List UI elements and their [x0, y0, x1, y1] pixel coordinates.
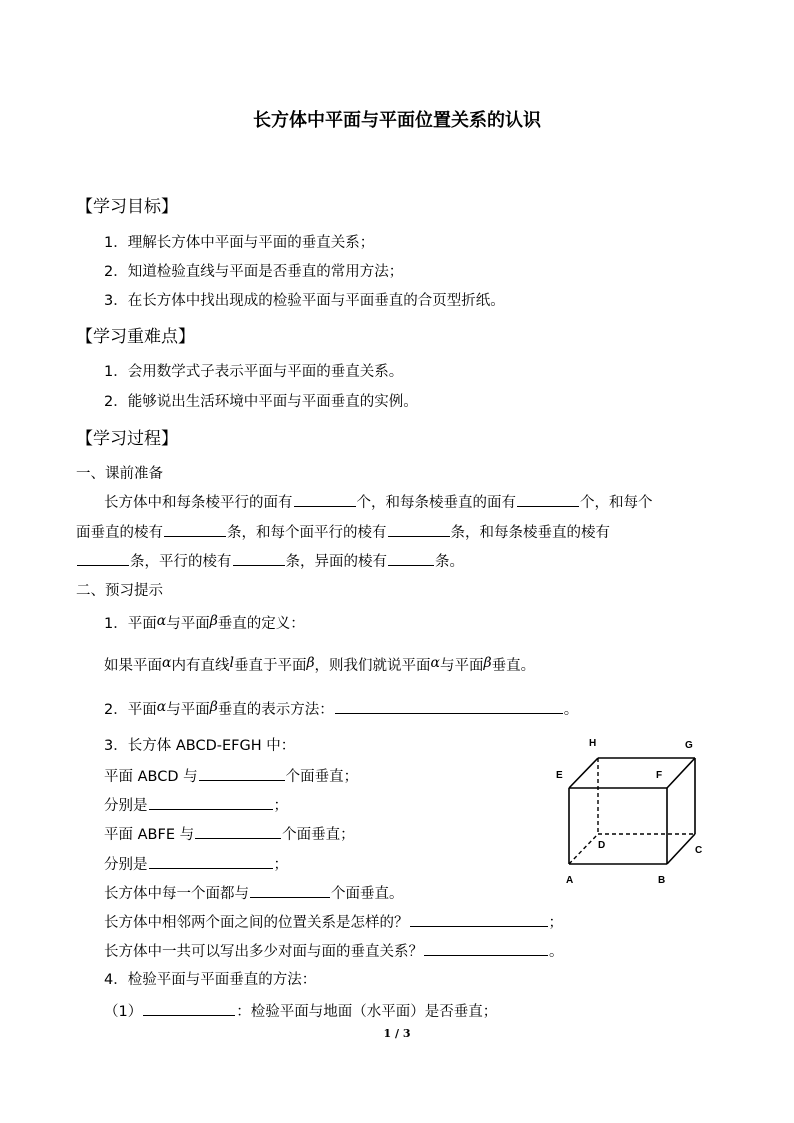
focus-item: 1．会用数学式子表示平面与平面的垂直关系。 — [104, 364, 404, 380]
fill-blank[interactable] — [388, 522, 450, 537]
question-1: 1．平面α与平面β垂直的定义： — [104, 613, 305, 632]
cube-diagram — [550, 732, 720, 892]
goal-item: 3．在长方体中找出现成的检验平面与平面垂直的合页型折纸。 — [104, 293, 505, 309]
fill-blank[interactable] — [294, 492, 356, 507]
fill-blank[interactable] — [77, 551, 129, 566]
adjacent-faces-line: 长方体中相邻两个面之间的位置关系是怎样的？ ； — [104, 912, 563, 933]
fill-blank[interactable] — [164, 522, 226, 537]
goal-item: 1．理解长方体中平面与平面的垂直关系； — [104, 235, 375, 251]
cube-lines — [550, 732, 720, 892]
prep-line-2: 面垂直的棱有 条，和每个面平行的棱有 条，和每条棱垂直的棱有 — [76, 522, 610, 543]
goals-heading: 【学习目标】 — [76, 197, 178, 217]
focus-heading: 【学习重难点】 — [76, 327, 195, 347]
question-4: 4．检验平面与平面垂直的方法： — [104, 972, 317, 988]
fill-blank[interactable] — [424, 941, 548, 956]
focus-item: 2．能够说出生活环境中平面与平面垂直的实例。 — [104, 394, 418, 410]
respectively-line: 分别是 ； — [104, 854, 288, 875]
definition: 如果平面α内有直线l垂直于平面β，则我们就说平面α与平面β垂直。 — [104, 655, 536, 674]
vertex-label-g: G — [685, 740, 693, 751]
fill-blank[interactable] — [335, 699, 563, 714]
part1-heading: 一、课前准备 — [76, 466, 163, 482]
goal-item: 2．知道检验直线与平面是否垂直的常用方法； — [104, 264, 404, 280]
fill-blank[interactable] — [233, 551, 285, 566]
prep-line-3: 条，平行的棱有 条，异面的棱有 条。 — [76, 551, 464, 572]
plane-abcd-line: 平面 ABCD 与 个面垂直； — [104, 766, 358, 787]
question-3: 3．长方体 ABCD-EFGH 中： — [104, 738, 296, 754]
fill-blank[interactable] — [388, 551, 434, 566]
fill-blank[interactable] — [250, 883, 330, 898]
count-pairs-line: 长方体中一共可以写出多少对面与面的垂直关系？ 。 — [104, 941, 564, 962]
vertex-label-b: B — [658, 875, 666, 886]
vertex-label-h: H — [589, 738, 597, 749]
fill-blank[interactable] — [195, 824, 281, 839]
vertex-label-d: D — [598, 840, 606, 851]
fill-blank[interactable] — [149, 854, 273, 869]
part2-heading: 二、预习提示 — [76, 583, 163, 599]
page-title: 长方体中平面与平面位置关系的认识 — [253, 110, 541, 131]
vertex-label-a: A — [566, 875, 574, 886]
fill-blank[interactable] — [517, 492, 579, 507]
page-number: 1 / 3 — [383, 1027, 411, 1040]
vertex-label-c: C — [695, 845, 703, 856]
vertex-label-e: E — [556, 770, 563, 781]
question-2: 2．平面α与平面β垂直的表示方法： 。 — [104, 699, 579, 718]
each-face-line: 长方体中每一个面都与 个面垂直。 — [104, 883, 404, 904]
respectively-line: 分别是 ； — [104, 795, 288, 816]
fill-blank[interactable] — [143, 1001, 235, 1016]
method-1-line: （1） ：检验平面与地面（水平面）是否垂直； — [104, 1001, 497, 1022]
fill-blank[interactable] — [199, 766, 285, 781]
prep-line-1: 长方体中和每条棱平行的面有 个，和每条棱垂直的面有 个，和每个 — [104, 492, 653, 513]
plane-abfe-line: 平面 ABFE 与 个面垂直； — [104, 824, 355, 845]
vertex-label-f: F — [656, 770, 663, 781]
process-heading: 【学习过程】 — [76, 429, 178, 449]
fill-blank[interactable] — [410, 912, 548, 927]
fill-blank[interactable] — [149, 795, 273, 810]
